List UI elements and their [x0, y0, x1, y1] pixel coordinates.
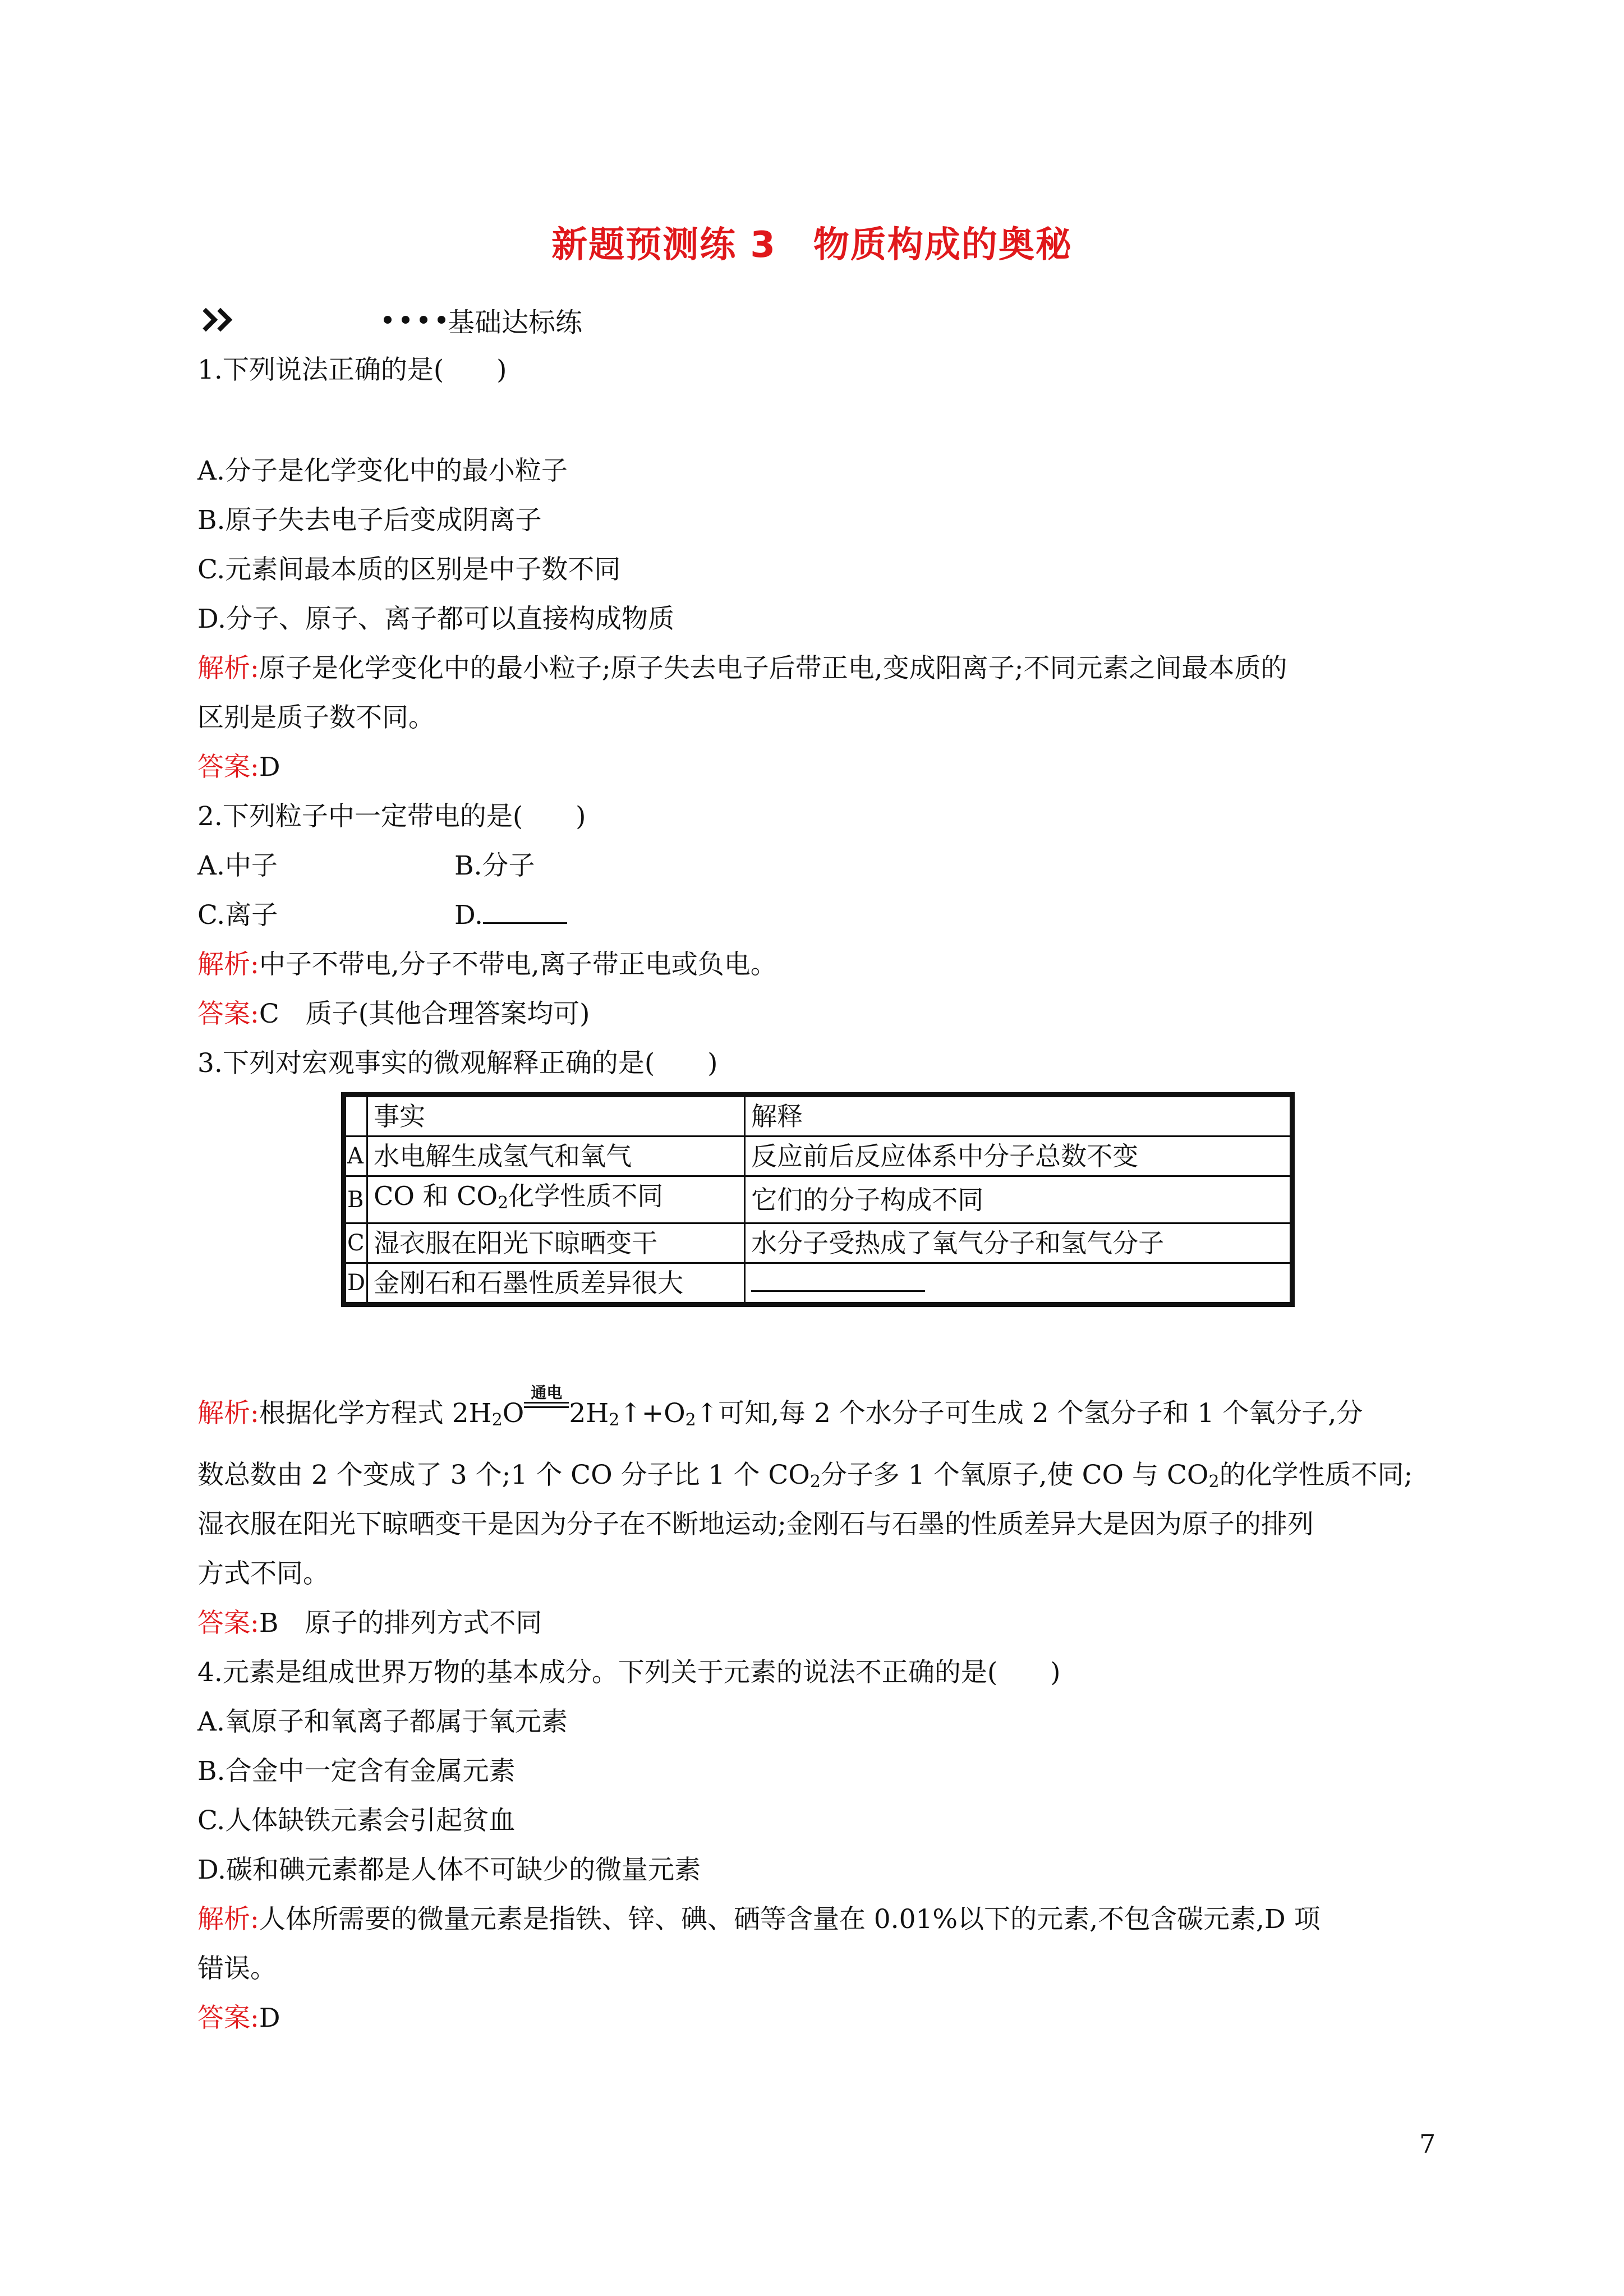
table-header-row — [344, 1095, 1292, 1137]
analysis-text: 人体所需要的微量元素是指铁、锌、碘、硒等含量在 0.01%以下的元素,不包含碳元素,D 项 — [259, 1904, 1321, 1935]
q4-option-d: D.碳和碘元素都是人体不可缺少的微量元素 — [197, 1855, 701, 1885]
analysis-text: 中子不带电,分子不带电,离子带正电或负电。 — [259, 949, 777, 980]
row-explanation — [745, 1263, 1292, 1305]
answer-label: 答案: — [197, 2003, 259, 2033]
subscript: 2 — [491, 1410, 503, 1430]
analysis-text: 根据化学方程式 2H — [259, 1398, 492, 1429]
analysis-text: 数总数由 2 个变成了 3 个;1 个 CO 分子比 1 个 CO — [197, 1460, 810, 1490]
q3-answer — [197, 1607, 542, 1640]
answer-label: 答案: — [197, 1608, 259, 1639]
subscript: 2 — [1208, 1472, 1220, 1492]
analysis-text: ↑+O — [619, 1398, 686, 1429]
row-fact: 水电解生成氢气和氧气 — [367, 1137, 745, 1176]
q3-analysis-line2 — [197, 1458, 1413, 1499]
row-fact — [367, 1176, 745, 1223]
q1-analysis — [197, 652, 1287, 685]
analysis-text: 原子是化学变化中的最小粒子;原子失去电子后带正电,变成阳离子;不同元素之间最本质的 — [259, 653, 1287, 684]
analysis-text: 的化学性质不同; — [1219, 1460, 1413, 1490]
fact-text: 化学性质不同 — [508, 1181, 664, 1211]
q4-option-b: B.合金中一定含有金属元素 — [197, 1756, 516, 1787]
q3-analysis — [197, 1383, 1363, 1437]
q1-answer — [197, 751, 280, 784]
q1-option-b: B.原子失去电子后变成阴离子 — [197, 505, 542, 536]
analysis-text: 2H — [569, 1398, 609, 1429]
row-key: B — [344, 1176, 367, 1223]
q1-option-c: C.元素间最本质的区别是中子数不同 — [197, 554, 621, 585]
q2-option-c: C.离子 — [197, 900, 278, 931]
answer-text: D — [259, 2003, 280, 2033]
answer-text: D — [259, 752, 280, 783]
subscript: 2 — [609, 1410, 620, 1430]
row-fact: 金刚石和石墨性质差异很大 — [367, 1263, 745, 1305]
row-explanation: 反应前后反应体系中分子总数不变 — [745, 1137, 1292, 1176]
table-row — [344, 1263, 1292, 1305]
q1-option-d: D.分子、原子、离子都可以直接构成物质 — [197, 604, 674, 634]
analysis-text: O — [502, 1398, 525, 1429]
q4-analysis — [197, 1903, 1321, 1936]
answer-label: 答案: — [197, 999, 259, 1029]
dots-decoration — [384, 316, 445, 324]
analysis-label: 解析: — [197, 1398, 259, 1429]
q3-analysis-line3: 湿衣服在阳光下晾晒变干是因为分子在不断地运动;金刚石与石墨的性质差异大是因为原子的排列 — [197, 1509, 1314, 1540]
q3-analysis-line4: 方式不同。 — [197, 1558, 329, 1589]
answer-blank — [751, 1266, 925, 1292]
facts-table — [341, 1092, 1295, 1307]
reaction-condition: 通电 — [531, 1383, 563, 1402]
q4-option-c: C.人体缺铁元素会引起贫血 — [197, 1805, 516, 1836]
subscript: 2 — [685, 1410, 696, 1430]
answer-text: B 原子的排列方式不同 — [259, 1608, 542, 1639]
double-chevron-icon — [197, 311, 227, 328]
table-cell — [344, 1095, 367, 1137]
answer-blank — [483, 900, 567, 924]
question-3-stem: 3.下列对宏观事实的微观解释正确的是( ) — [197, 1048, 718, 1079]
question-2-stem: 2.下列粒子中一定带电的是( ) — [197, 801, 586, 832]
q1-option-a: A.分子是化学变化中的最小粒子 — [197, 455, 568, 486]
question-4-stem: 4.元素是组成世界万物的基本成分。下列关于元素的说法不正确的是( ) — [197, 1657, 1061, 1688]
answer-label: 答案: — [197, 752, 259, 783]
table-row — [344, 1176, 1292, 1223]
q4-analysis-cont: 错误。 — [197, 1953, 277, 1984]
row-explanation: 水分子受热成了氧气分子和氢气分子 — [745, 1223, 1292, 1263]
q2-answer — [197, 997, 590, 1031]
row-explanation: 它们的分子构成不同 — [745, 1176, 1292, 1223]
header-explanation: 解释 — [745, 1095, 1292, 1137]
table-row — [344, 1223, 1292, 1263]
q1-analysis-cont: 区别是质子数不同。 — [197, 702, 435, 733]
row-key: D — [344, 1263, 367, 1305]
q2-option-d — [454, 899, 567, 932]
analysis-label: 解析: — [197, 949, 259, 980]
table-row — [344, 1137, 1292, 1176]
subscript: 2 — [809, 1472, 821, 1492]
equation-sign — [524, 1383, 569, 1422]
fact-text: CO 和 CO — [374, 1181, 498, 1211]
row-key: C — [344, 1223, 367, 1263]
q4-option-a: A.氧原子和氧离子都属于氧元素 — [197, 1706, 568, 1737]
option-d-label: D. — [454, 900, 483, 931]
header-fact: 事实 — [367, 1095, 745, 1137]
q2-option-b: B.分子 — [454, 850, 535, 881]
page-number: 7 — [1419, 2129, 1436, 2159]
analysis-text: 分子多 1 个氧原子,使 CO 与 CO — [820, 1460, 1209, 1490]
subscript: 2 — [498, 1193, 509, 1213]
row-key: A — [344, 1137, 367, 1176]
q4-answer — [197, 2001, 280, 2035]
question-1-stem: 1.下列说法正确的是( ) — [197, 355, 507, 385]
answer-text: C 质子(其他合理答案均可) — [259, 999, 590, 1029]
section-label: 基础达标练 — [448, 306, 583, 338]
q2-analysis — [197, 948, 777, 982]
page-title: 新题预测练 3 物质构成的奥秘 — [551, 224, 1073, 266]
row-fact: 湿衣服在阳光下晾晒变干 — [367, 1223, 745, 1263]
analysis-label: 解析: — [197, 1904, 259, 1935]
analysis-text: ↑可知,每 2 个水分子可生成 2 个氢分子和 1 个氧分子,分 — [696, 1398, 1363, 1429]
analysis-label: 解析: — [197, 653, 259, 684]
section-header — [197, 303, 582, 337]
q2-option-a: A.中子 — [197, 850, 278, 881]
